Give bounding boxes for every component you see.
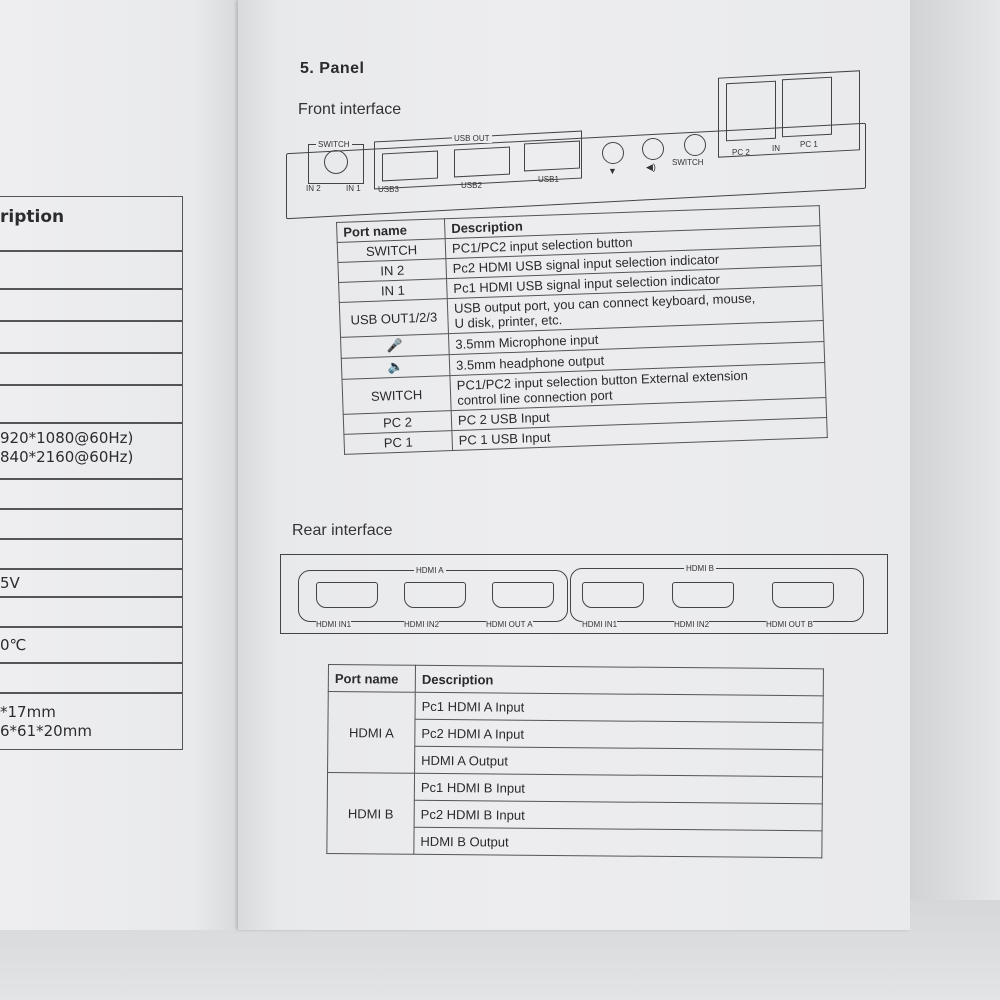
microphone-icon: ▼ <box>608 166 617 176</box>
table-row <box>328 692 823 723</box>
hdmi-port <box>672 582 734 608</box>
hdmi-b-label: HDMI B <box>686 564 714 573</box>
front-panel-diagram <box>286 64 876 206</box>
port-name-cell: IN 2 <box>338 259 447 283</box>
description-cell: Pc2 HDMI USB signal input selection indicator <box>446 246 821 279</box>
port-name-cell: SWITCH <box>342 376 451 415</box>
usb3-label: USB3 <box>378 185 399 194</box>
section-title: 5. Panel <box>300 60 365 77</box>
left-row-12 <box>0 626 183 664</box>
left-row-7 <box>0 478 183 510</box>
left-page <box>0 0 240 930</box>
description-cell: Pc1 HDMI USB signal input selection indicator <box>447 266 822 299</box>
pc2-label: PC 2 <box>732 148 750 157</box>
usb2-port <box>454 147 510 178</box>
left-row-3 <box>0 320 183 354</box>
left-table-header <box>0 196 183 252</box>
front-interface-heading: Front interface <box>298 101 402 118</box>
port-name-cell: PC 2 <box>343 411 452 435</box>
port-name-cell: PC 1 <box>344 431 453 455</box>
hdmi-port <box>492 582 554 608</box>
hdmi-port-label: HDMI IN2 <box>404 620 440 629</box>
pc1-usb-port <box>782 77 832 138</box>
description-cell: Pc2 HDMI A Input <box>415 719 823 750</box>
hdmi-port-label: HDMI IN2 <box>674 620 710 629</box>
left-row-11 <box>0 596 183 628</box>
background-right <box>900 0 1000 1000</box>
rear-panel-diagram <box>280 554 890 638</box>
rear-header-description: Description <box>415 665 823 696</box>
left-row-8 <box>0 508 183 540</box>
description-cell: HDMI A Output <box>415 746 823 777</box>
table-row <box>327 773 822 804</box>
pc1-label: PC 1 <box>800 140 818 149</box>
hdmi-port <box>404 582 466 608</box>
rear-header-port-name: Port name <box>328 665 415 693</box>
left-row-10 <box>0 568 183 598</box>
switch-ext-label: SWITCH <box>672 158 704 167</box>
description-cell: PC1/PC2 input selection button <box>445 226 820 259</box>
description-cell: Pc1 HDMI B Input <box>414 773 822 804</box>
hdmi-port-label: HDMI IN1 <box>582 620 618 629</box>
hdmi-port-label: HDMI IN1 <box>316 620 352 629</box>
description-cell: Pc1 HDMI A Input <box>415 692 823 723</box>
hdmi-port <box>582 582 644 608</box>
left-row-2 <box>0 288 183 322</box>
hdmi-port-label: HDMI OUT B <box>766 620 813 629</box>
port-name-cell: HDMI B <box>327 773 415 855</box>
in1-label: IN 1 <box>346 184 361 193</box>
hdmi-a-label: HDMI A <box>416 566 444 575</box>
left-row-5 <box>0 384 183 424</box>
left-row-14-text: *17mm 6*61*20mm <box>0 703 92 740</box>
hdmi-port-label: HDMI OUT A <box>486 620 533 629</box>
left-row-14 <box>0 692 183 750</box>
speaker-icon: 🔈 <box>341 355 450 380</box>
hdmi-port <box>772 582 834 608</box>
left-row-12-text: 0℃ <box>0 636 27 654</box>
description-cell: PC1/PC2 input selection button External extension control line connection port <box>450 363 826 411</box>
front-header-port-name: Port name <box>337 219 446 243</box>
description-cell: 3.5mm Microphone input <box>448 321 824 355</box>
rear-interface-heading: Rear interface <box>292 522 393 539</box>
left-row-6 <box>0 422 183 480</box>
description-cell: PC 2 USB Input <box>451 398 826 431</box>
description-cell: HDMI B Output <box>414 827 822 858</box>
port-name-cell: IN 1 <box>339 279 448 303</box>
front-header-description: Description <box>444 206 819 239</box>
in2-label: IN 2 <box>306 184 321 193</box>
usb3-port <box>382 151 438 182</box>
in-label: IN <box>772 144 780 153</box>
headphone-jack <box>642 138 664 160</box>
description-cell: 3.5mm headphone output <box>449 342 825 376</box>
switch-label: SWITCH <box>318 140 350 149</box>
left-header-text: ription <box>0 207 65 227</box>
description-cell: PC 1 USB Input <box>452 417 827 450</box>
rear-table-header-row <box>328 665 823 696</box>
speaker-icon: ◀) <box>646 162 656 172</box>
description-cell: Pc2 HDMI B Input <box>414 800 822 831</box>
port-name-cell: USB OUT1/2/3 <box>339 299 448 338</box>
port-name-cell: SWITCH <box>337 239 446 263</box>
port-name-cell: HDMI A <box>328 692 416 774</box>
usb-out-label: USB OUT <box>454 134 490 143</box>
left-row-6-text: 920*1080@60Hz) 840*2160@60Hz) <box>0 429 134 466</box>
microphone-icon: 🎤 <box>341 334 450 359</box>
left-row-1 <box>0 250 183 290</box>
pc2-usb-port <box>726 81 776 142</box>
usb1-port <box>524 141 580 172</box>
right-page <box>238 0 910 930</box>
left-row-10-text: 5V <box>0 574 20 592</box>
left-row-9 <box>0 538 183 570</box>
mic-jack <box>602 142 624 164</box>
usb1-label: USB1 <box>538 175 559 184</box>
hdmi-port <box>316 582 378 608</box>
left-row-4 <box>0 352 183 386</box>
switch-button <box>324 150 348 174</box>
description-cell: USB output port, you can connect keyboard, mouse, U disk, printer, etc. <box>447 286 823 334</box>
front-port-table <box>336 205 828 455</box>
usb2-label: USB2 <box>461 181 482 190</box>
switch-ext-port <box>684 134 706 156</box>
rear-port-table <box>326 664 824 858</box>
left-row-13 <box>0 662 183 694</box>
